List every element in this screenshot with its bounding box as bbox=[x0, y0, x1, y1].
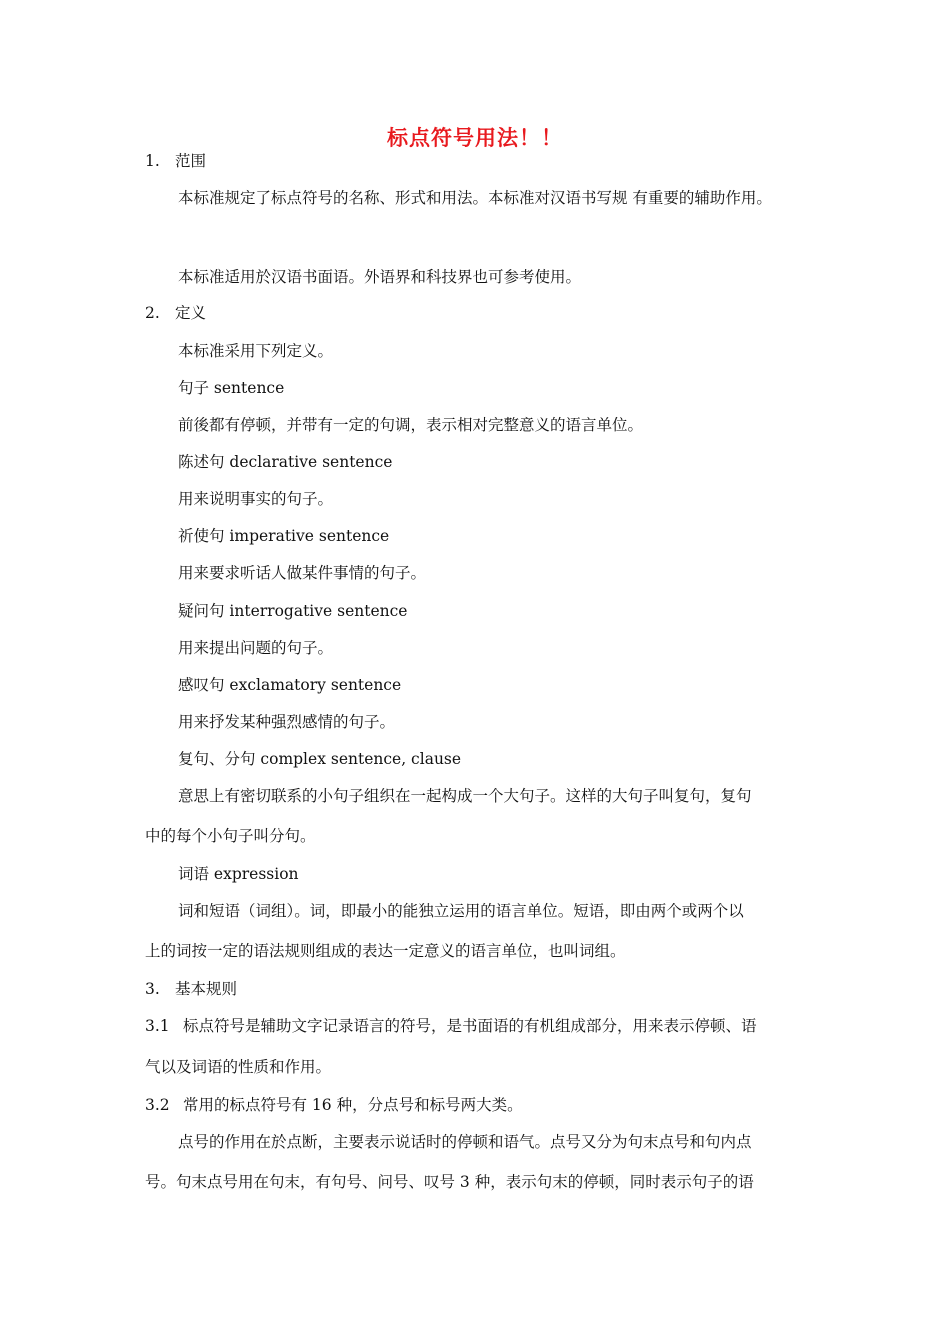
section-1-heading bbox=[145, 150, 206, 172]
rule-text: 标点符号是辅助文字记录语言的符号，是书面语的有机组成部分，用来表示停顿、语 bbox=[183, 1017, 757, 1035]
definition-exclamatory: 用来抒发某种强烈感情的句子。 bbox=[178, 713, 396, 731]
term-imperative: 祈使句 imperative sentence bbox=[178, 527, 390, 545]
paragraph: 本标准适用於汉语书面语。外语界和科技界也可参考使用。 bbox=[178, 268, 582, 286]
section-title: 范围 bbox=[175, 152, 207, 170]
rule-3-1 bbox=[145, 1015, 757, 1037]
rule-text: 常用的标点符号有 16 种，分点号和标号两大类。 bbox=[183, 1096, 523, 1114]
term-expression: 词语 expression bbox=[178, 865, 299, 883]
document-title: 标点符号用法！！ bbox=[387, 126, 563, 150]
rule-3-1-cont: 气以及词语的性质和作用。 bbox=[145, 1058, 332, 1076]
term-exclamatory: 感叹句 exclamatory sentence bbox=[178, 676, 402, 694]
definition-interrogative: 用来提出问题的句子。 bbox=[178, 639, 334, 657]
paragraph-dianhao-cont: 号。句末点号用在句末，有句号、问号、叹号 3 种，表示句末的停顿，同时表示句子的语 bbox=[145, 1173, 754, 1191]
rule-3-2 bbox=[145, 1094, 523, 1116]
definition-complex-cont: 中的每个小句子叫分句。 bbox=[145, 827, 316, 845]
section-number: 2. bbox=[145, 304, 160, 322]
paragraph: 本标准采用下列定义。 bbox=[178, 342, 334, 360]
definition-expression-cont: 上的词按一定的语法规则组成的表达一定意义的语言单位，也叫词组。 bbox=[145, 942, 626, 960]
definition-sentence: 前後都有停顿，并带有一定的句调，表示相对完整意义的语言单位。 bbox=[178, 416, 644, 434]
section-number: 3. bbox=[145, 980, 160, 998]
term-complex: 复句、分句 complex sentence, clause bbox=[178, 750, 462, 768]
paragraph: 本标准规定了标点符号的名称、形式和用法。本标准对汉语书写规 有重要的辅助作用。 bbox=[178, 189, 772, 207]
paragraph-dianhao: 点号的作用在於点断，主要表示说话时的停顿和语气。点号又分为句末点号和句内点 bbox=[178, 1133, 752, 1151]
section-3-heading bbox=[145, 978, 237, 1000]
term-sentence: 句子 sentence bbox=[178, 379, 285, 397]
definition-imperative: 用来要求听话人做某件事情的句子。 bbox=[178, 564, 427, 582]
rule-number: 3.2 bbox=[145, 1096, 170, 1114]
section-number: 1. bbox=[145, 152, 160, 170]
definition-complex: 意思上有密切联系的小句子组织在一起构成一个大句子。这样的大句子叫复句，复句 bbox=[178, 787, 752, 805]
definition-expression: 词和短语（词组）。词，即最小的能独立运用的语言单位。短语，即由两个或两个以 bbox=[178, 902, 744, 920]
definition-declarative: 用来说明事实的句子。 bbox=[178, 490, 334, 508]
section-2-heading bbox=[145, 302, 206, 324]
term-declarative: 陈述句 declarative sentence bbox=[178, 453, 393, 471]
term-interrogative: 疑问句 interrogative sentence bbox=[178, 602, 408, 620]
section-title: 基本规则 bbox=[175, 980, 238, 998]
section-title: 定义 bbox=[175, 304, 207, 322]
rule-number: 3.1 bbox=[145, 1017, 170, 1035]
